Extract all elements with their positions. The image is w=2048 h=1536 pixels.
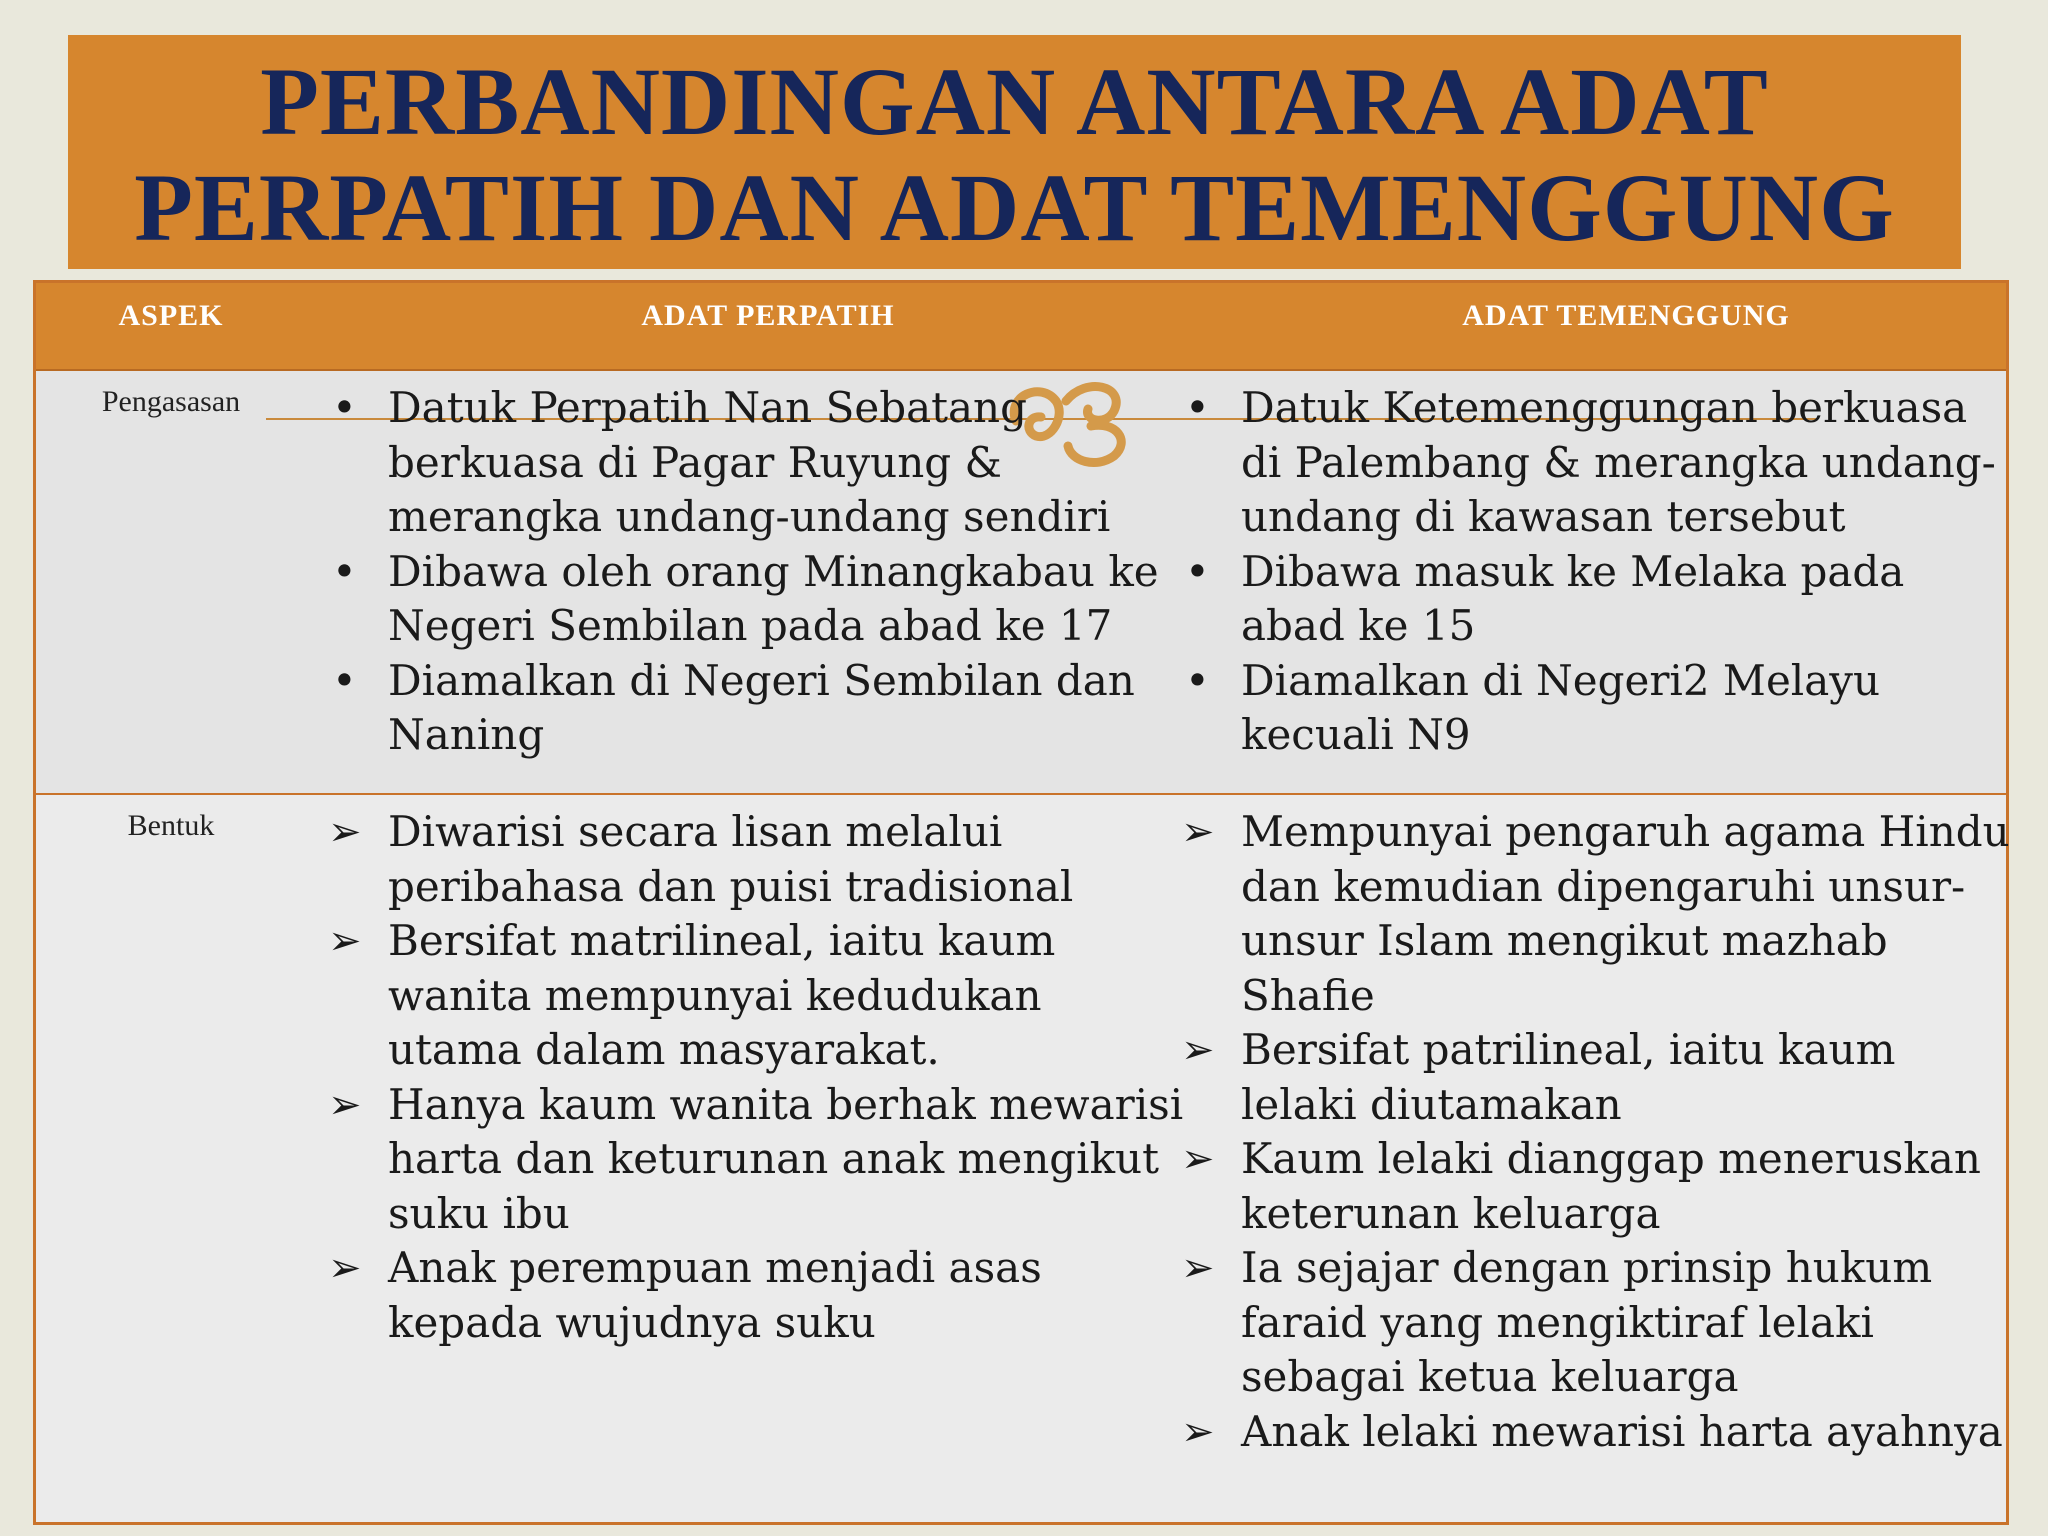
arrow-bullet-icon: ➢ — [1181, 1245, 1215, 1291]
aspek-label-bentuk: Bentuk — [127, 809, 215, 842]
list-item: ➢ Ia sejajar dengan prinsip hukum faraid yang mengiktiraf lelaki sebagai ketua keluarga — [1181, 1243, 1933, 1401]
aspek-label-pengasasan: Pengasasan — [101, 385, 241, 418]
header-adat-perpatih: ADAT PERPATIH — [641, 299, 895, 332]
arrow-bullet-icon: ➢ — [1181, 1408, 1215, 1455]
comparison-table — [33, 280, 2009, 1525]
title-line-1: PERBANDINGAN ANTARA ADAT — [260, 48, 1769, 155]
arrow-bullet-icon: ➢ — [1181, 809, 1215, 855]
temenggung-pengasasan-list — [1181, 381, 2011, 763]
list-item: ➢ Diwarisi secara lisan melalui peribahasa dan puisi tradisional — [328, 807, 1074, 911]
list-item: ➢ Mempunyai pengaruh agama Hindu dan kemudian dipengaruhi unsur-unsur Islam mengikut mazhab Shafie — [1181, 807, 2010, 1020]
temenggung-bentuk-list — [1181, 805, 2011, 1459]
list-item: • Diamalkan di Negeri Sembilan dan Naning — [332, 655, 1135, 759]
list-item: ➢ Anak perempuan menjadi asas kepada wujudnya suku — [328, 1243, 1042, 1347]
title-line-2: PERPATIH DAN ADAT TEMENGGUNG — [134, 154, 1895, 261]
arrow-bullet-icon: ➢ — [328, 1081, 362, 1128]
arrow-bullet-icon: ➢ — [328, 918, 362, 964]
arrow-bullet-icon: ➢ — [1181, 1136, 1215, 1182]
list-item: • Datuk Ketemenggungan berkuasa di Palembang & merangka undang-undang di kawasan tersebut — [1185, 383, 1996, 541]
list-item: ➢ Bersifat patrilineal, iaitu kaum lelaki diutamakan — [1181, 1025, 1896, 1129]
perpatih-bentuk-list — [328, 805, 1188, 1350]
list-item: • Dibawa oleh orang Minangkabau ke Negeri Sembilan pada abad ke 17 — [332, 546, 1159, 650]
list-item: • Dibawa masuk ke Melaka pada abad ke 15 — [1185, 546, 1905, 650]
title-banner — [68, 35, 1961, 269]
header-aspek: ASPEK — [118, 299, 224, 332]
bullet-icon: • — [1185, 655, 1210, 705]
list-item: ➢ Anak lelaki mewarisi harta ayahnya — [1181, 1405, 2011, 1460]
arrow-bullet-icon: ➢ — [328, 1245, 362, 1291]
arrow-bullet-icon: ➢ — [1181, 1027, 1215, 1073]
list-item: • Diamalkan di Negeri2 Melayu kecuali N9 — [1185, 655, 1881, 759]
arrow-bullet-icon: ➢ — [328, 809, 362, 855]
page-title — [68, 49, 1961, 261]
list-item: • Datuk Perpatih Nan Sebatang berkuasa di Pagar Ruyung & merangka undang-undang sendiri — [332, 383, 1111, 541]
header-adat-temenggung: ADAT TEMENGGUNG — [1462, 299, 1790, 332]
bullet-icon: • — [332, 383, 357, 432]
table-row-pengasasan — [36, 371, 2006, 795]
table-header — [36, 283, 2006, 371]
bullet-icon: • — [1185, 383, 1210, 432]
bullet-icon: • — [332, 546, 357, 596]
list-item: ➢ Hanya kaum wanita berhak mewarisi harta dan keturunan anak mengikut suku ibu — [328, 1079, 1184, 1238]
bullet-icon: • — [332, 655, 357, 705]
bullet-icon: • — [1185, 546, 1210, 596]
list-item: ➢ Bersifat matrilineal, iaitu kaum wanita mempunyai kedudukan utama dalam masyarakat. — [328, 916, 1056, 1074]
perpatih-pengasasan-list — [328, 381, 1188, 763]
list-item: ➢ Kaum lelaki dianggap meneruskan keterunan keluarga — [1181, 1134, 1981, 1238]
table-row-bentuk — [36, 795, 2010, 1522]
